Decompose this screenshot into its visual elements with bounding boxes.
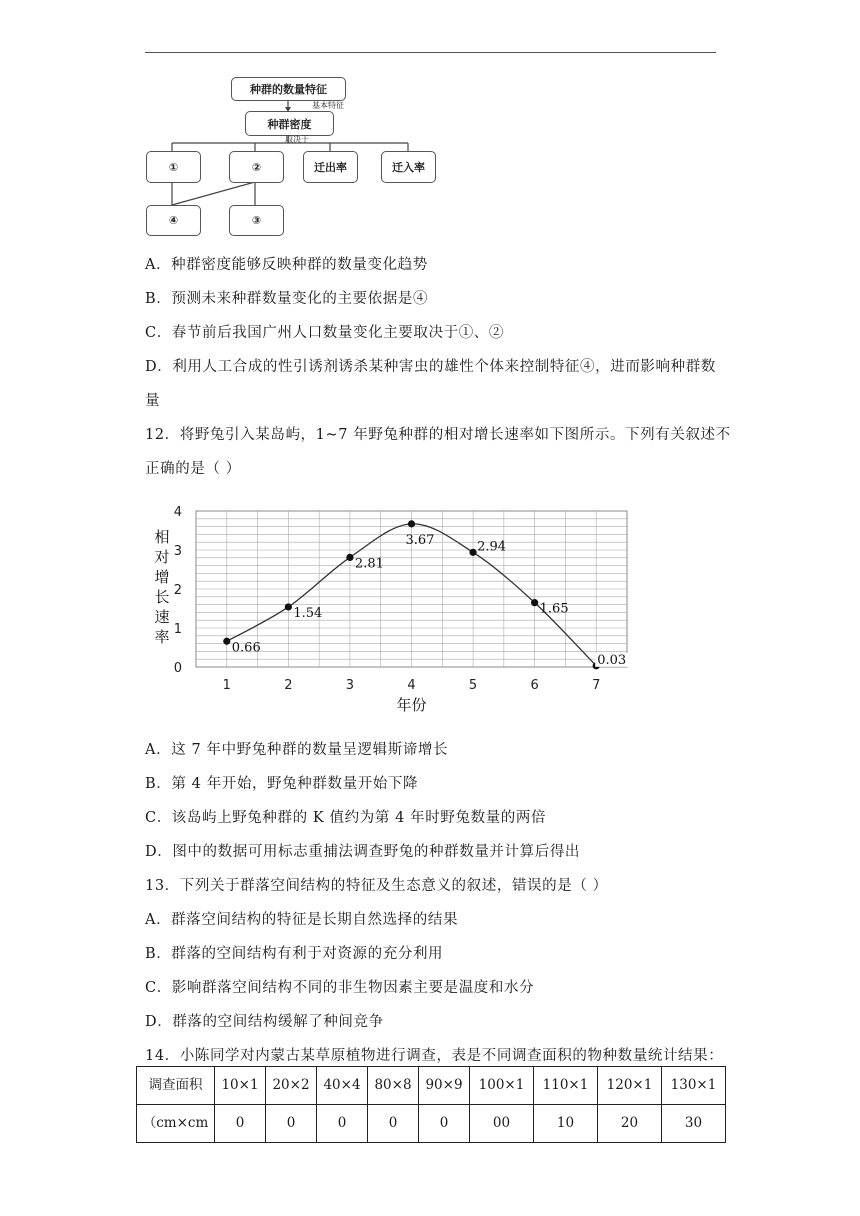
q13-option-c: C．影响群落空间结构不同的非生物因素主要是温度和水分 xyxy=(145,980,535,996)
y-tick-label: 2 xyxy=(173,583,182,598)
growth-rate-chart xyxy=(140,500,650,722)
data-label: 0.66 xyxy=(231,640,261,656)
y-axis-label-char: 率 xyxy=(154,628,170,646)
table-cell: 80×8 xyxy=(368,1067,419,1105)
table-row xyxy=(137,1067,726,1105)
table-cell: 30 xyxy=(662,1105,726,1143)
q11-option-b: B．预测未来种群数量变化的主要依据是④ xyxy=(145,291,429,307)
y-tick-label: 4 xyxy=(173,505,182,520)
data-point xyxy=(285,603,292,610)
label-basic-feature: 基本特征 xyxy=(312,101,344,110)
data-label: 0.03 xyxy=(597,652,627,668)
chart-x-ticks xyxy=(223,678,601,693)
data-point xyxy=(346,554,353,561)
table-cell: 0 xyxy=(266,1105,317,1143)
chart-y-axis-label xyxy=(154,528,169,646)
y-axis-label-char: 增 xyxy=(154,568,170,586)
table-cell: 0 xyxy=(317,1105,368,1143)
box-emigration: 迁出率 xyxy=(303,151,358,183)
data-label: 2.81 xyxy=(354,556,384,572)
label-depends-on: 取决于 xyxy=(285,135,309,144)
q12-option-b: B．第 4 年开始，野兔种群数量开始下降 xyxy=(145,776,419,792)
table-cell: 120×1 xyxy=(598,1067,662,1105)
chart-x-axis-label: 年份 xyxy=(396,696,427,714)
table-cell: 10×1 xyxy=(215,1067,266,1105)
survey-table xyxy=(136,1066,726,1143)
table-cell: 0 xyxy=(215,1105,266,1143)
box-immigration: 迁入率 xyxy=(381,151,436,183)
x-tick-label: 2 xyxy=(284,678,293,693)
data-label: 2.94 xyxy=(477,539,507,555)
q13-option-d: D．群落的空间结构缓解了种间竞争 xyxy=(145,1014,384,1030)
table-cell: 20 xyxy=(598,1105,662,1143)
table-cell: 90×9 xyxy=(419,1067,470,1105)
y-axis-label-char: 速 xyxy=(154,608,170,626)
y-axis-label-char: 长 xyxy=(154,588,170,606)
q12-option-a: A．这 7 年中野兔种群的数量呈逻辑斯谛增长 xyxy=(145,742,449,758)
q12-stem-line1: 12．将野兔引入某岛屿，1~7 年野兔种群的相对增长速率如下图所示。下列有关叙述不 xyxy=(145,427,731,443)
box-circle-4: ④ xyxy=(146,205,201,236)
box-circle-1: ① xyxy=(146,151,201,183)
x-tick-label: 4 xyxy=(407,678,416,693)
q12-option-c: C．该岛屿上野兔种群的 K 值约为第 4 年时野兔数量的两倍 xyxy=(145,810,547,826)
q12-stem-line2: 正确的是（ ） xyxy=(145,461,241,477)
data-point xyxy=(469,549,476,556)
x-tick-label: 5 xyxy=(468,678,478,693)
diagram-connectors xyxy=(0,0,860,260)
table-cell: 00 xyxy=(470,1105,534,1143)
y-axis-label-char: 相 xyxy=(154,528,170,546)
q13-stem: 13．下列关于群落空间结构的特征及生态意义的叙述，错误的是（ ） xyxy=(145,878,608,894)
box-population-density: 种群密度 xyxy=(245,111,334,136)
table-cell: 20×2 xyxy=(266,1067,317,1105)
box-circle-3: ③ xyxy=(229,205,284,236)
data-label: 3.67 xyxy=(405,532,435,548)
x-tick-label: 3 xyxy=(345,678,355,693)
y-tick-label: 3 xyxy=(173,544,182,559)
y-tick-label: 0 xyxy=(173,661,182,676)
table-cell: 10 xyxy=(534,1105,598,1143)
box-circle-2: ② xyxy=(229,151,284,183)
table-cell: 130×1 xyxy=(662,1067,726,1105)
x-tick-label: 6 xyxy=(530,678,539,693)
table-cell: （cm×cm xyxy=(137,1105,215,1143)
q11-option-d-line1: D．利用人工合成的性引诱剂诱杀某种害虫的雄性个体来控制特征④，进而影响种群数 xyxy=(145,359,716,375)
q11-option-a: A．种群密度能够反映种群的数量变化趋势 xyxy=(145,257,428,273)
q11-option-d-line2: 量 xyxy=(145,393,161,409)
x-tick-label: 1 xyxy=(222,678,231,693)
box-population-traits: 种群的数量特征 xyxy=(231,77,346,101)
q13-option-b: B．群落的空间结构有利于对资源的充分利用 xyxy=(145,946,444,962)
table-cell: 40×4 xyxy=(317,1067,368,1105)
y-axis-label-char: 对 xyxy=(154,548,170,566)
q11-option-c: C．春节前后我国广州人口数量变化主要取决于①、② xyxy=(145,325,504,341)
x-tick-label: 7 xyxy=(592,678,601,693)
chart-points xyxy=(223,520,629,669)
q13-option-a: A．群落空间结构的特征是长期自然选择的结果 xyxy=(145,912,459,928)
table-row xyxy=(137,1105,726,1143)
data-point xyxy=(408,520,415,527)
q14-stem: 14．小陈同学对内蒙古某草原植物进行调查，表是不同调查面积的物种数量统计结果： xyxy=(145,1048,724,1064)
chart-y-ticks xyxy=(174,505,182,676)
data-point xyxy=(223,638,230,645)
data-label: 1.65 xyxy=(539,601,569,617)
table-cell: 0 xyxy=(419,1105,470,1143)
y-tick-label: 1 xyxy=(173,622,182,637)
q12-option-d: D．图中的数据可用标志重捕法调查野兔的种群数量并计算后得出 xyxy=(145,844,581,860)
table-cell: 100×1 xyxy=(470,1067,534,1105)
data-label: 1.54 xyxy=(293,605,323,621)
table-cell: 110×1 xyxy=(534,1067,598,1105)
data-point xyxy=(531,599,538,606)
table-cell: 调查面积 xyxy=(137,1067,215,1105)
table-cell: 0 xyxy=(368,1105,419,1143)
